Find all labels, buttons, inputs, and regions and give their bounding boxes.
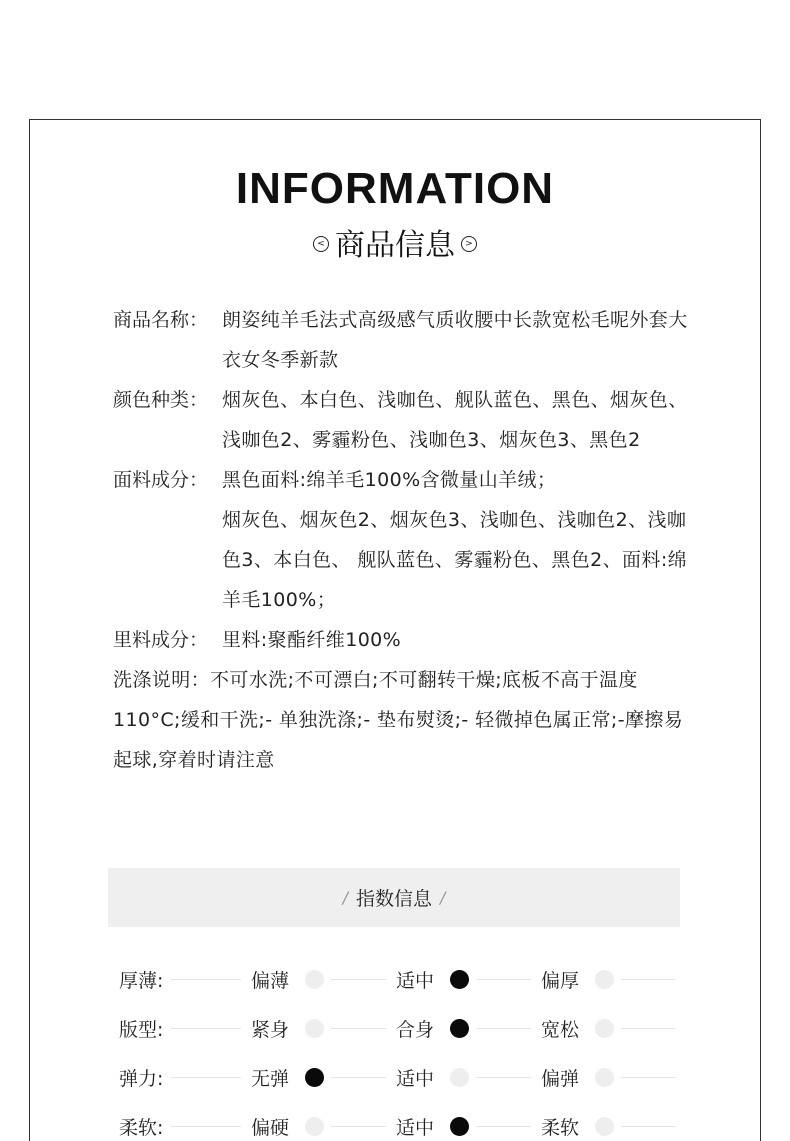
info-label: 里料成分：: [113, 629, 209, 651]
info-label: 面料成分：: [113, 469, 209, 491]
index-dot-selected: [305, 1068, 324, 1087]
info-row-fabric: [113, 460, 713, 620]
divider: [171, 1126, 241, 1127]
info-row-colors: [113, 380, 713, 460]
index-label: 版型:: [119, 1019, 164, 1041]
product-info: [113, 300, 713, 780]
info-label: 颜色种类：: [113, 389, 209, 411]
divider: [621, 1077, 676, 1078]
index-dot-selected: [450, 1019, 469, 1038]
index-option: 宽松: [541, 1019, 580, 1041]
index-dot: [595, 1117, 614, 1136]
info-value: 里料:聚酯纤维100%: [222, 629, 402, 651]
title-chinese: 商品信息: [335, 228, 455, 263]
divider: [171, 1028, 241, 1029]
info-value: [222, 460, 696, 620]
divider: [476, 1028, 531, 1029]
index-option: 紧身: [251, 1019, 290, 1041]
divider: [171, 979, 241, 980]
divider: [621, 1028, 676, 1029]
index-option: 偏硬: [251, 1117, 290, 1139]
divider: [331, 1077, 386, 1078]
divider: [331, 979, 386, 980]
index-dot: [305, 1117, 324, 1136]
info-row-washing: [113, 660, 697, 780]
index-option: 适中: [396, 1117, 435, 1139]
chevron-left-icon: <: [313, 236, 329, 252]
index-dot-selected: [450, 1117, 469, 1136]
info-row-lining: [113, 620, 713, 660]
slash-decoration: /: [440, 888, 446, 907]
info-label: 商品名称：: [113, 309, 209, 331]
info-value: 朗姿纯羊毛法式高级感气质收腰中长款宽松毛呢外套大衣女冬季新款: [222, 309, 688, 371]
index-option: 柔软: [541, 1117, 580, 1139]
index-option: 偏弹: [541, 1068, 580, 1090]
index-row: [119, 1054, 679, 1103]
title-english: INFORMATION: [235, 164, 555, 213]
index-table: [119, 956, 679, 1141]
index-option: 偏厚: [541, 970, 580, 992]
index-dot: [595, 1068, 614, 1087]
divider: [331, 1028, 386, 1029]
index-row: [119, 1103, 679, 1141]
index-banner: [108, 868, 680, 927]
index-dot: [450, 1068, 469, 1087]
washing-rest: 110°C;缓和干洗;- 单独洗涤;- 垫布熨烫;- 轻微掉色属正常;-摩擦易起球,穿着时请注意: [113, 709, 684, 771]
index-row: [119, 1005, 679, 1054]
index-option: 适中: [396, 1068, 435, 1090]
info-value: 烟灰色、本白色、浅咖色、舰队蓝色、黑色、烟灰色、浅咖色2、雾霾粉色、浅咖色3、烟灰色3、黑色2: [222, 389, 688, 451]
index-option: 无弹: [251, 1068, 290, 1090]
index-dot-selected: [450, 970, 469, 989]
index-option: 适中: [396, 970, 435, 992]
index-label: 柔软:: [119, 1117, 164, 1139]
index-dot: [305, 970, 324, 989]
washing-first: 不可水洗;不可漂白;不可翻转干燥;底板不高于温度: [210, 669, 638, 691]
divider: [621, 1126, 676, 1127]
index-label: 弹力:: [119, 1068, 164, 1090]
slash-decoration: /: [342, 888, 348, 907]
divider: [476, 1126, 531, 1127]
index-row: [119, 956, 679, 1005]
divider: [171, 1077, 241, 1078]
info-label: 洗涤说明：: [113, 669, 211, 691]
index-option: 偏薄: [251, 970, 290, 992]
index-title: 指数信息: [355, 888, 432, 910]
index-option: 合身: [396, 1019, 435, 1041]
index-dot: [595, 970, 614, 989]
divider: [331, 1126, 386, 1127]
title-chinese-row: [0, 220, 790, 264]
chevron-right-icon: >: [461, 236, 477, 252]
fabric-line-1: 黑色面料:绵羊毛100%含微量山羊绒；: [222, 469, 557, 491]
divider: [476, 979, 531, 980]
divider: [476, 1077, 531, 1078]
info-row-name: [113, 300, 713, 380]
fabric-line-2: 烟灰色、烟灰色2、烟灰色3、浅咖色、浅咖色2、浅咖色3、本白色、 舰队蓝色、雾霾粉色、黑色2、面料:绵羊毛100%；: [222, 509, 688, 611]
index-label: 厚薄:: [119, 970, 164, 992]
index-dot: [305, 1019, 324, 1038]
divider: [621, 979, 676, 980]
index-dot: [595, 1019, 614, 1038]
